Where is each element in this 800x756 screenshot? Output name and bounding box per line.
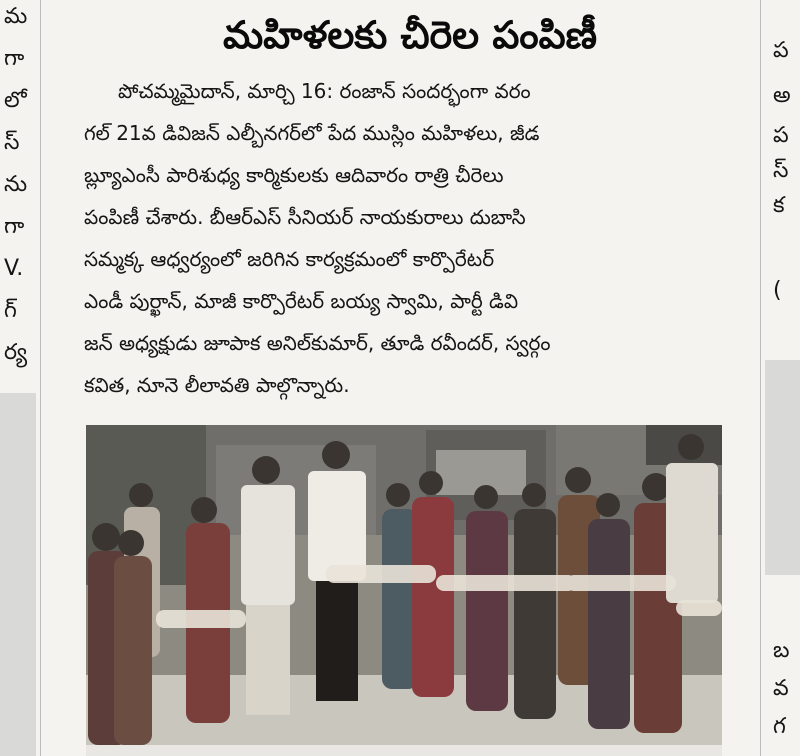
left-fragment: ను (4, 172, 28, 197)
right-column-rule (760, 0, 761, 756)
right-fragment: గ (773, 714, 786, 739)
left-fragment: లో (4, 88, 27, 113)
body-line: సమ్మక్క ఆధ్వర్యంలో జరిగిన కార్యక్రమంలో కార్పొరేటర్ (84, 247, 495, 271)
left-column-rule (40, 0, 41, 756)
right-fragment: ( (773, 278, 782, 303)
photo-caption-strip (86, 745, 722, 756)
left-fragment: గ్ (4, 298, 17, 323)
body-line: జన్ అధ్యక్షుడు జూపాక అనిల్‌కుమార్, తూడి రవీందర్, స్వర్గం (84, 331, 551, 355)
left-fragment: గా (4, 46, 25, 71)
right-fragment: ప (773, 38, 789, 63)
body-line: బ్ల్యూఎంసీ పారిశుధ్య కార్మికులకు ఆదివారం రాత్రి చీరెలు (84, 163, 504, 187)
group-photo (86, 425, 722, 745)
left-fragment: గా (4, 214, 25, 239)
body-line: గల్ 21వ డివిజన్ ఎల్బీనగర్‌లో పేద ముస్లిం మహిళలు, జీడ (84, 121, 540, 145)
right-neighbor-column (765, 0, 800, 756)
right-ad-block (765, 360, 800, 575)
body-line: పోచమ్మమైదాన్, మార్చి 16: రంజాన్ సందర్భంగా వరం (118, 79, 531, 103)
right-fragment: వ (773, 676, 789, 701)
group-photo-icon (86, 425, 722, 745)
left-fragment: ర్య (4, 340, 28, 365)
body-line: పంపిణీ చేశారు. బీఆర్ఎస్ సీనియర్ నాయకురాలు దుబాసి (84, 205, 526, 229)
article-headline: మహిళలకు చీరెల పంపిణీ (222, 13, 598, 57)
right-fragment: బ (773, 638, 790, 663)
left-fragment: V. (4, 256, 24, 281)
left-fragment: స్ (4, 130, 20, 155)
right-fragment: ప (773, 123, 789, 148)
body-line: కవిత, నూనె లీలావతి పాల్గొన్నారు. (84, 373, 350, 397)
right-fragment: క (773, 193, 785, 218)
right-fragment: అ (773, 83, 791, 108)
body-line: ఎండీ పుర్ఖాన్, మాజీ కార్పొరేటర్ బయ్య స్వామి, పార్టీ డివి (84, 289, 519, 313)
left-ad-block (0, 393, 36, 756)
left-fragment: మ (4, 4, 28, 29)
article-body (84, 70, 724, 406)
right-fragment: స్ (773, 158, 789, 183)
left-neighbor-column (0, 0, 36, 756)
